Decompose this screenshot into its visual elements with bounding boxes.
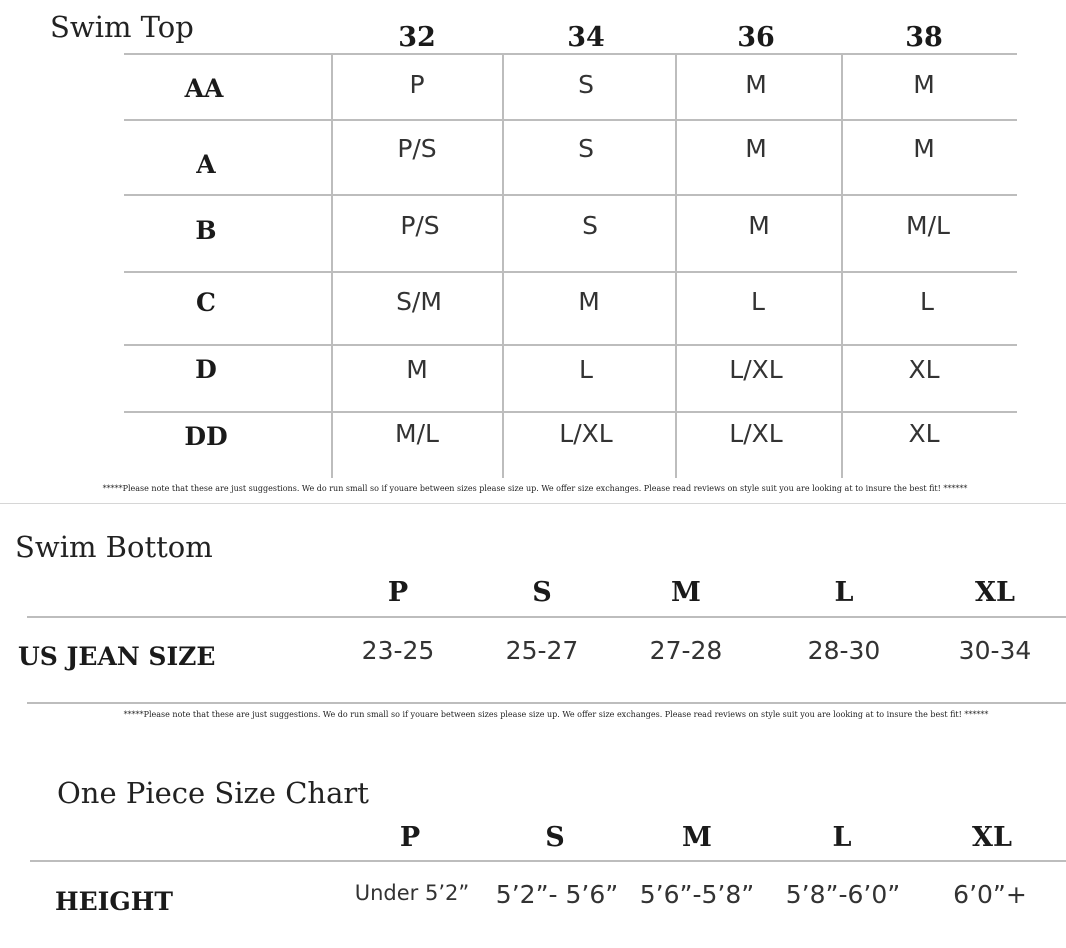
table-cell: M [913,70,935,99]
table-cell: XL [908,355,940,384]
table-cell: 25-27 [505,636,579,665]
swim-top-title: Swim Top [50,10,194,44]
swim-bottom-col-m: M [671,577,701,608]
table-cell: M [745,134,767,163]
swim-top-row-label: AA [184,74,224,103]
table-column-divider [502,53,504,478]
table-divider [124,194,1017,196]
swim-top-row-label: B [195,216,217,245]
table-divider [124,344,1017,346]
table-cell: 27-28 [649,636,723,665]
table-cell: 5’6”-5’8” [639,880,755,909]
table-divider [27,616,1066,618]
table-cell: L [920,287,934,316]
table-cell: P/S [400,211,440,240]
swim-bottom-col-xl: XL [975,577,1015,608]
one-piece-col-xl: XL [972,822,1012,853]
swim-top-col-34: 34 [567,22,605,53]
table-cell: M/L [395,419,439,448]
one-piece-col-l: L [832,822,852,853]
table-divider [124,119,1017,121]
swim-top-row-label: C [196,288,216,317]
table-cell: XL [908,419,940,448]
table-cell: L/XL [729,355,783,384]
one-piece-title: One Piece Size Chart [57,776,369,810]
swim-top-note: *****Please note that these are just suggestions. We do run small so if youare between sizes please size up. We offer size exchanges. Please read reviews on style suit you are looking at to insure the best fit! ****** [102,484,968,493]
table-divider [27,702,1066,704]
table-cell: 5’8”-6’0” [785,880,901,909]
table-divider [30,860,1066,862]
table-cell: S [578,70,594,99]
table-cell: P [409,70,425,99]
table-cell: 6’0”+ [953,880,1027,909]
section-divider [0,503,1066,504]
table-cell: M [913,134,935,163]
table-divider [124,411,1017,413]
table-cell: M [748,211,770,240]
one-piece-col-s: S [545,822,565,853]
swim-top-row-label: D [195,355,217,384]
table-cell: 23-25 [361,636,435,665]
one-piece-col-m: M [682,822,712,853]
swim-bottom-col-s: S [532,577,552,608]
table-cell: L [751,287,765,316]
swim-top-col-38: 38 [905,22,943,53]
table-cell: S [578,134,594,163]
table-cell: L [579,355,593,384]
table-cell: M [406,355,428,384]
table-cell: L/XL [729,419,783,448]
swim-top-row-label: A [196,150,216,179]
swim-bottom-note: *****Please note that these are just suggestions. We do run small so if youare between sizes please size up. We offer size exchanges. Please read reviews on style suit you are looking at to insure the best fit! ****** [123,710,989,719]
table-divider [124,53,1017,55]
swim-top-col-32: 32 [398,22,436,53]
table-cell: Under 5’2” [354,881,470,905]
swim-top-col-36: 36 [737,22,775,53]
table-column-divider [841,53,843,478]
table-cell: S [582,211,598,240]
swim-bottom-col-p: P [387,577,409,608]
table-divider [124,271,1017,273]
table-cell: M [578,287,600,316]
swim-bottom-row-label: US JEAN SIZE [18,642,216,671]
table-cell: 5’2”- 5’6” [495,880,619,909]
swim-bottom-title: Swim Bottom [15,530,213,564]
table-column-divider [675,53,677,478]
swim-top-row-label: DD [184,422,228,451]
one-piece-row-label: HEIGHT [55,887,173,916]
table-cell: M/L [906,211,950,240]
table-cell: S/M [396,287,442,316]
table-cell: L/XL [559,419,613,448]
table-cell: 28-30 [807,636,881,665]
swim-bottom-col-l: L [834,577,854,608]
one-piece-col-p: P [399,822,421,853]
table-column-divider [331,53,333,478]
table-cell: 30-34 [958,636,1032,665]
table-cell: M [745,70,767,99]
table-cell: P/S [397,134,437,163]
